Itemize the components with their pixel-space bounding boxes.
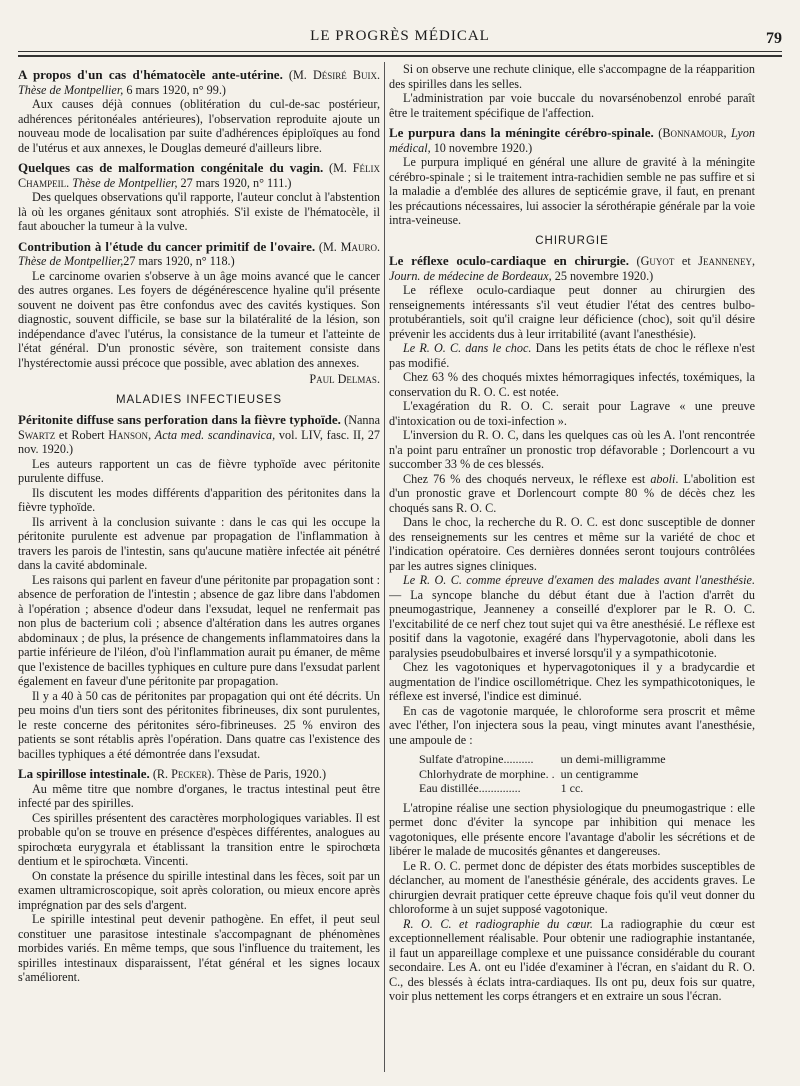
article-author: Swartz	[18, 427, 56, 442]
citation-sep: ,	[148, 427, 155, 442]
header-rule	[18, 51, 782, 52]
article-author: Désiré Buix	[312, 68, 377, 82]
article-paragraph: Ces spirilles présentent des caractères morphologiques variables. Il est probable qu'on se trouve en présence d'espèces différentes, analogues au spirochœta eurygyrala et établissant la transition entre le spirochœta dentium et le spirochœta. Vincenti.	[18, 810, 380, 868]
column-divider	[384, 62, 385, 1072]
subheading: Le R. O. C. dans le choc.	[403, 341, 532, 355]
paragraph-text: . L'abolition est d'un pronostic grave et Dorlencourt compte 80 % de décès chez les choqués sans R. O. C.	[389, 471, 755, 515]
article-paragraph: Le spirille intestinal peut devenir pathogène. En effet, il peut seul constituer une parasitose intestinale s'accompagnant de phénomènes morbides variés. En même temps, que sous l'influence du traitement, les spirilles intestinaux disparaissent, l'état général et les signes locaux s'améliorent.	[18, 912, 380, 984]
article-paragraph: L'inversion du R. O. C, dans les quelques cas où les A. l'ont rencontrée n'a point paru entraîner un pronostic trop défavorable ; Dorlencourt a vu succomber 33 % de ces blessés.	[389, 428, 755, 471]
article-source: Acta med. scandinavica,	[154, 427, 276, 442]
article-title: Le réflexe oculo-cardiaque en chirurgie.	[389, 253, 629, 268]
article-body: Le carcinome ovarien s'observe à un âge moins avancé que le cancer des autres organes. Les foyers de dégénérescence hyaline qu'il présente souvent ne doivent pas être confondus avec des cavités kystiques. Son diagnostic, souvent difficile, se base sur la bilatéralité de la lésion, son indépendance d'avec l'utérus, la consistance de la tumeur et l'atteinte de l'état général. D'un pronostic sévère, son traitement consiste dans l'hystérectomie aussi précoce que possible, avec ablation des annexes.	[18, 268, 380, 370]
header-rule-thick	[18, 55, 782, 57]
article-reflexe	[389, 254, 755, 283]
article-source: Thèse de Montpellier,	[18, 82, 124, 97]
page-header	[18, 28, 782, 50]
article-paragraph: Ils arrivent à la conclusion suivante : dans le cas qui les occupe la péritonite purulente est advenue par propagation de l'inflammation à travers les parois de l'intestin, sans qu'aucune matière infectée ait pénétré dans la cavité abdominale.	[18, 514, 380, 572]
article-paragraph: Si on observe une rechute clinique, elle s'accompagne de la réapparition des spirilles dans les selles.	[389, 62, 755, 91]
article-author: Jeanneney	[698, 254, 752, 268]
article-paragraph: On constate la présence du spirille intestinal dans les fèces, soit par un examen ultramicroscopique, soit après coloration, ou mieux encore après imprégnation par des sels d'argent.	[18, 868, 380, 912]
article-paragraph: L'administration par voie buccale du novarsénobenzol enrobé paraît être le traitement spécifique de l'affection.	[389, 91, 755, 120]
article-hematocele	[18, 68, 380, 97]
article-author: Guyot	[640, 254, 675, 268]
citation-mid: et	[674, 254, 699, 268]
article-paragraph: L'exagération du R. O. C. serait pour Lagrave « une preuve d'intoxication ou de toxi-infection ».	[389, 399, 755, 428]
article-paragraph	[389, 917, 755, 1004]
paragraph-text: Chez 76 % des choqués nerveux, le réflexe est	[403, 471, 651, 486]
citation-sep: .	[66, 175, 73, 190]
article-paragraph	[389, 472, 755, 516]
article-title: La spirillose intestinale.	[18, 766, 150, 781]
article-citation: 6 mars 1920, n° 99.)	[123, 82, 226, 97]
article-paragraph	[389, 341, 755, 370]
citation-prefix: (M.	[323, 161, 353, 175]
article-ovaire	[18, 240, 380, 269]
running-title: LE PROGRÈS MÉDICAL	[310, 28, 490, 44]
prescription-table	[419, 752, 672, 796]
dose: un centigramme	[560, 766, 639, 781]
paragraph-text: La radiographie du cœur est exceptionnellement réalisable. Pour obtenir une radiographie instantanée, il faut un appareillage complexe et une puissance considérable du courant secondaire. Les A. ont eu l'idée d'examiner à l'écran, en s'aidant du R. O. C., des blessés à éclats intra-cardiaques. Ils ont pu, deux fois sur quatre, voir plus nettement les corps étrangers et en extraire un sous l'écran.	[389, 916, 755, 1003]
drug: Sulfate d'atropine..........	[419, 752, 534, 766]
citation-prefix: (M.	[282, 68, 313, 82]
article-source: Thèse de Montpellier,	[18, 254, 124, 268]
article-paragraph: Le réflexe oculo-cardiaque peut donner au chirurgien des renseignements intéressants s'il veut étudier l'état des centres bulbo-protubérantiels, soit qu'il craigne leur déficience (choc), soit qu'il désire prévenir les accidents dus à leur irritabilité (avant l'anesthésie).	[389, 283, 755, 341]
prescription-row	[419, 752, 672, 767]
article-author: Félix Champeil	[18, 161, 380, 190]
right-column	[389, 62, 755, 1080]
citation-prefix: (	[628, 254, 641, 268]
paragraph-text: Dans les petits états de choc le réflexe n'est pas modifié.	[389, 341, 755, 370]
article-citation: vol. LIV, fasc. II, 27 nov. 1920.)	[18, 427, 380, 456]
article-peritonite	[18, 413, 380, 457]
article-author: Hanson	[108, 427, 149, 442]
article-title: Contribution à l'étude du cancer primitif de l'ovaire.	[18, 238, 316, 254]
article-purpura	[389, 126, 755, 155]
article-author: Pecker	[171, 767, 208, 781]
prescription-row	[419, 767, 672, 782]
article-paragraph: Au même titre que nombre d'organes, le tractus intestinal peut être infecté par des spirilles.	[18, 781, 380, 810]
article-paragraph: En cas de vagotonie marquée, le chloroforme sera proscrit et même avec l'éther, l'on injectera sous la peau, vingt minutes avant l'anesthésie, une ampoule de :	[389, 703, 755, 747]
left-column	[18, 62, 380, 1080]
article-body: Le purpura impliqué en général une allure de gravité à la méningite cérébro-spinale ; si le traitement intra-rachidien semble ne pas suffire et si la maladie a d'emblée des allures de septicémie grave, il faut, en prenant les précautions nécessaires, lui associer la sérothérapie générale par la voie intra-veineuse.	[389, 155, 755, 227]
page-number: 79	[766, 30, 782, 47]
article-citation: ). Thèse de Paris, 1920.)	[207, 767, 326, 781]
drug: Chlorhydrate de morphine. .	[419, 766, 555, 781]
article-author: Bonnamour	[662, 126, 724, 140]
article-source: Journ. de médecine de Bordeaux,	[389, 268, 552, 283]
article-paragraph: Les auteurs rapportent un cas de fièvre typhoïde avec péritonite purulente diffuse.	[18, 456, 380, 485]
article-title: Péritonite diffuse sans perforation dans la fièvre typhoïde.	[18, 412, 341, 427]
article-paragraph: L'atropine réalise une section physiologique du pneumogastrique : elle permet donc d'éviter la syncope par inhibition qui menace les vagotoniques, elle présente encore l'avantage d'abolir les sécrétions et de libérer le malade de mucosités gênantes et dangereuses.	[389, 800, 755, 858]
citation-sep: ,	[723, 126, 731, 140]
section-heading: MALADIES INFECTIEUSES	[115, 393, 283, 406]
citation-prefix: (M.	[315, 239, 341, 254]
article-paragraph: Les raisons qui parlent en faveur d'une péritonite par propagation sont : absence de perforation de l'intestin ; absence de gaz libre dans l'abdomen à l'opération ; absence d'odeur dans l'exsudat, lequel ne renfermait pas non plus de bacterium coli ; absence d'altération dans les autres organes abdominaux ; de plus, la présence de changements inflammatoires dans la partie inférieure de l'iléon, d'où l'inflammation aurait pu émaner, de même que l'existence de bacilles typhiques en culture pure dans l'exsudat parlent également en faveur d'une péritonite par propagation.	[18, 572, 380, 688]
article-author: Mauro	[340, 239, 377, 254]
article-paragraph: Dans le choc, la recherche du R. O. C. est donc susceptible de donner des renseignements sur les centres et même sur la variété de choc et l'indication opératoire. Ces dernières données seront toujours contrôlées par les autres signes cliniques.	[389, 515, 755, 573]
article-body: Aux causes déjà connues (oblitération du cul-de-sac postérieur, adhérences péritonéales antérieures), l'observation reproduite ajoute un nouveau mode de localisation par suite d'adhérences épiploïques au fond de l'utérus et aux annexes, le Douglas demeuré d'ailleurs libre.	[18, 97, 380, 155]
article-paragraph: Chez 63 % des choqués mixtes hémorragiques infectés, toxémiques, la conservation du R. O. C. est notée.	[389, 370, 755, 399]
article-paragraph: Il y a 40 à 50 cas de péritonites par propagation qui ont été décrits. Un peu moins d'un tiers sont des péritonites fibrineuses, dix sont purulentes, le reste concerne des péritonites séro-fibrineuses. 25 % environ des patients se sont rétablis après l'opération. Dans quatre cas l'existence des bacilles typhiques a été démontrée dans l'exsudat.	[18, 688, 380, 761]
article-vagin	[18, 161, 380, 190]
dose: 1 cc.	[560, 781, 584, 795]
citation-prefix: (	[653, 126, 663, 140]
article-citation: 25 novembre 1920.)	[551, 268, 654, 283]
article-citation: 10 novembre 1920.)	[430, 140, 533, 155]
prescription-row	[419, 781, 672, 796]
emphasis: aboli	[650, 471, 676, 486]
section-heading: CHIRURGIE	[535, 234, 609, 247]
article-paragraph	[389, 573, 755, 660]
subheading: Le R. O. C. comme épreuve d'examen des malades avant l'anesthésie.	[403, 573, 755, 587]
citation-sep: .	[376, 239, 380, 254]
article-citation: 27 mars 1920, n° 111.)	[177, 175, 292, 190]
article-citation: 27 mars 1920, n° 118.)	[123, 254, 235, 268]
citation-sep: .	[376, 68, 380, 82]
article-title: Quelques cas de malformation congénitale du vagin.	[18, 160, 324, 175]
article-paragraph: Le R. O. C. permet donc de dépister des états morbides susceptibles de déclancher, au moment de l'anesthésie générale, des accidents graves. Le chirurgien devrait pratiquer cette épreuve chaque fois qu'il veut donner du chloroforme à un sujet supposé vagotonique.	[389, 858, 755, 916]
signature: Paul Delmas.	[309, 372, 380, 386]
citation-prefix: (R.	[149, 767, 172, 781]
citation-mid: et Robert	[55, 427, 109, 442]
article-source: Thèse de Montpellier,	[72, 175, 178, 190]
drug: Eau distillée..............	[419, 781, 521, 795]
dose: un demi-milligramme	[560, 752, 666, 766]
subheading: R. O. C. et radiographie du cœur.	[403, 916, 593, 931]
paragraph-text: — La syncope blanche du début étant due à l'action d'arrêt du pneumogastrique, Jeanneney a conseillé d'explorer par le R. O. C. l'excitabilité de ce nerf chez tout sujet qui va être anesthésié. Le réflexe est positif dans la vagotonie, exagéré dans l'hypervagotonie, aboli dans les paralysies pseudobulbaires et inversé lorsqu'il y a sympathicotonie.	[389, 587, 755, 660]
article-title: A propos d'un cas d'hématocèle ante-utérine.	[18, 67, 283, 82]
article-paragraph: Chez les vagotoniques et hypervagotoniques il y a bradycardie et augmentation de l'indice oscillométrique. Chez les sympathicotoniques, le réflexe est inversé, l'indice est diminué.	[389, 660, 755, 703]
article-body: Des quelques observations qu'il rapporte, l'auteur conclut à l'abstention là où les organes génitaux sont atrophiés. S'il existe de l'hématocèle, il faut aboucher la tumeur à la vulve.	[18, 190, 380, 233]
article-source: Lyon médical,	[389, 126, 755, 155]
citation-sep: ,	[751, 254, 755, 268]
article-title: Le purpura dans la méningite cérébro-spinale.	[389, 125, 654, 140]
article-paragraph: Ils discutent les modes différents d'apparition des péritonites dans la fièvre typhoïde.	[18, 485, 380, 514]
citation-prefix: (Nanna	[340, 413, 380, 427]
article-spirillose	[18, 767, 380, 782]
